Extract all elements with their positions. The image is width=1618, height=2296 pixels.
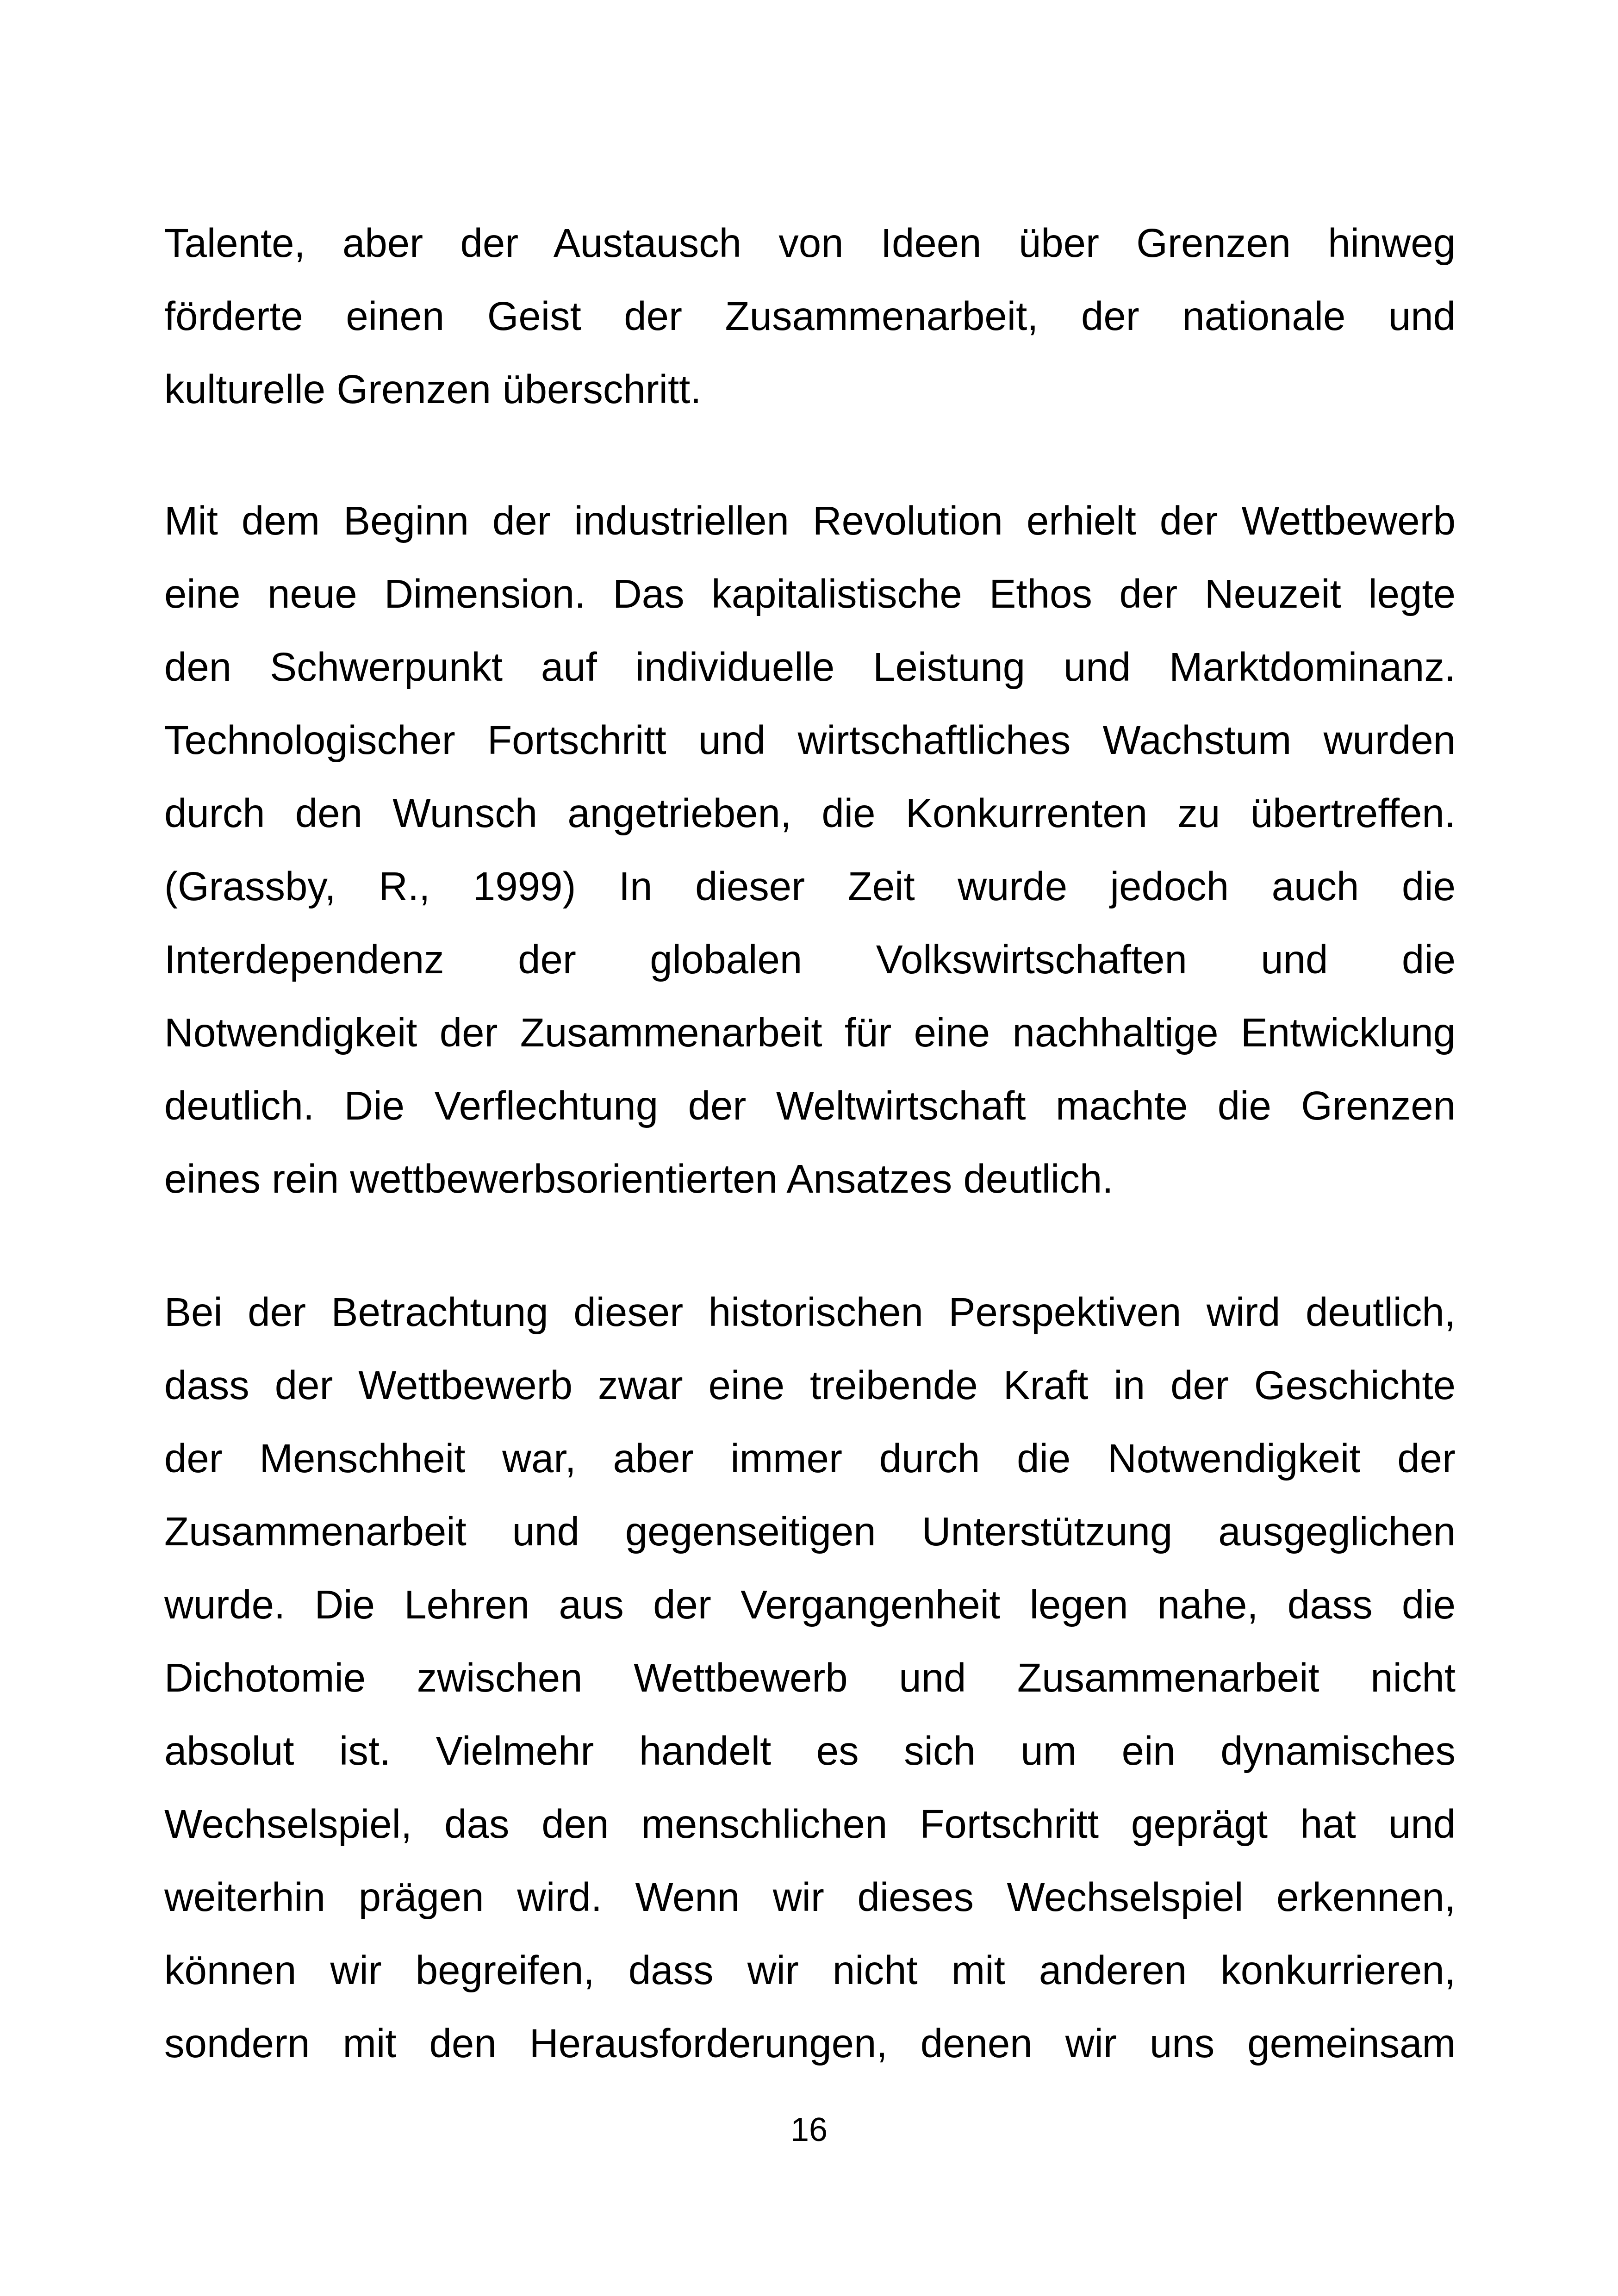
text-line: absolut ist. Vielmehr handelt es sich um ein dynamisches	[164, 1729, 1456, 1773]
text-line: eines rein wettbewerbsorientierten Ansatzes deutlich.	[164, 1157, 1114, 1201]
text-line: Interdependenz der globalen Volkswirtschaften und die	[164, 937, 1456, 982]
text-line: Bei der Betrachtung dieser historischen Perspektiven wird deutlich,	[164, 1290, 1456, 1335]
text-line: der Menschheit war, aber immer durch die Notwendigkeit der	[164, 1436, 1456, 1481]
text-line: weiterhin prägen wird. Wenn wir dieses Wechselspiel erkennen,	[164, 1875, 1456, 1920]
text-line: förderte einen Geist der Zusammenarbeit, der nationale und	[164, 294, 1456, 339]
paragraph-historische-perspektiven	[164, 1276, 1456, 2080]
text-line: sondern mit den Herausforderungen, denen wir uns gemeinsam	[164, 2021, 1456, 2066]
text-line: eine neue Dimension. Das kapitalistische Ethos der Neuzeit legte	[164, 572, 1456, 616]
text-line: Wechselspiel, das den menschlichen Fortschritt geprägt hat und	[164, 1802, 1456, 1847]
page-number: 16	[790, 2111, 828, 2148]
text-line: Mit dem Beginn der industriellen Revolution erhielt der Wettbewerb	[164, 498, 1456, 543]
text-line: durch den Wunsch angetrieben, die Konkurrenten zu übertreffen.	[164, 791, 1456, 836]
text-line: kulturelle Grenzen überschritt.	[164, 367, 702, 412]
text-line: Talente, aber der Austausch von Ideen über Grenzen hinweg	[164, 221, 1456, 266]
text-line: wurde. Die Lehren aus der Vergangenheit legen nahe, dass die	[164, 1582, 1456, 1627]
text-line: können wir begreifen, dass wir nicht mit anderen konkurrieren,	[164, 1948, 1456, 1993]
text-line: dass der Wettbewerb zwar eine treibende Kraft in der Geschichte	[164, 1363, 1456, 1408]
text-line: Technologischer Fortschritt und wirtschaftliches Wachstum wurden	[164, 718, 1456, 763]
text-line: (Grassby, R., 1999) In dieser Zeit wurde jedoch auch die	[164, 864, 1456, 909]
text-line: Zusammenarbeit und gegenseitigen Unterstützung ausgeglichen	[164, 1509, 1456, 1554]
text-line: den Schwerpunkt auf individuelle Leistung und Marktdominanz.	[164, 645, 1456, 690]
paragraph-industrielle-revolution	[164, 485, 1456, 1216]
text-line: Notwendigkeit der Zusammenarbeit für eine nachhaltige Entwicklung	[164, 1010, 1456, 1055]
paragraph-talente	[164, 207, 1456, 426]
text-line: deutlich. Die Verflechtung der Weltwirtschaft machte die Grenzen	[164, 1083, 1456, 1128]
text-line: Dichotomie zwischen Wettbewerb und Zusammenarbeit nicht	[164, 1655, 1456, 1700]
